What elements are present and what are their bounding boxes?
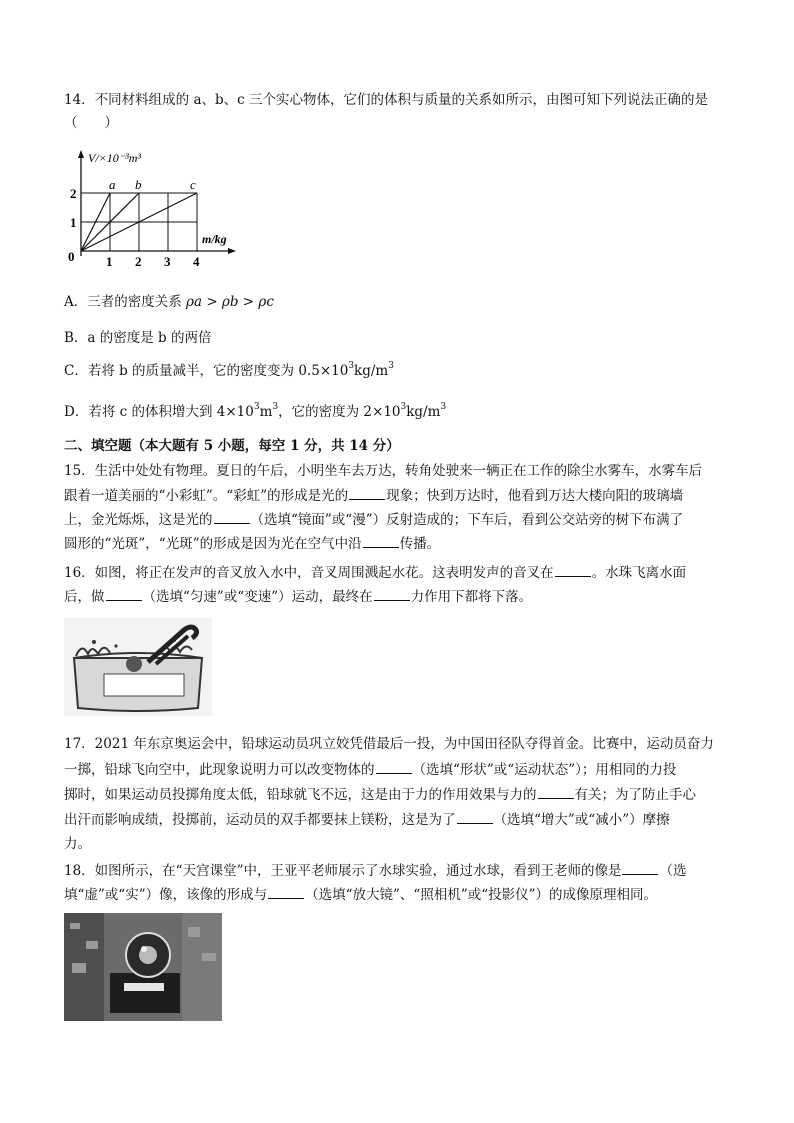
- q14-volume-mass-graph: [64, 146, 244, 270]
- section-title-fill-in: 二、填空题（本大题有 5 小题，每空 1 分，共 14 分）: [64, 438, 400, 454]
- q17-blank-1[interactable]: [376, 759, 412, 774]
- graph-ylabel: V/×10⁻³m³: [88, 151, 141, 165]
- q18-blank-1[interactable]: [622, 860, 658, 875]
- graph-label-a: a: [109, 177, 116, 192]
- graph-label-c: c: [190, 177, 196, 192]
- q15-line2: 跟着一道美丽的“小彩虹”。“彩虹”的形成是光的 现象；快到万达时，他看到万达大楼向阳的玻璃墙: [64, 485, 683, 506]
- q15-line4: 圆形的“光斑”，“光斑”的形成是因为光在空气中沿 传播。: [64, 533, 440, 554]
- q16-blank-1[interactable]: [555, 562, 591, 577]
- q18-line1: 18．如图所示，在“天宫课堂”中，王亚平老师展示了水球实验，通过水球，看到王老师的像是 （选: [64, 860, 686, 881]
- q15-blank-1[interactable]: [349, 485, 385, 500]
- q14-stem-line1: 14．不同材料组成的 a、b、c 三个实心物体，它们的体积与质量的关系如所示，由图可知下列说法正确的是: [64, 92, 709, 108]
- water-ball-photo: [64, 913, 222, 1021]
- q16-blank-3[interactable]: [374, 586, 410, 601]
- q16-blank-2[interactable]: [106, 586, 142, 601]
- q17-line2: 一掷，铅球飞向空中，此现象说明力可以改变物体的 （选填“形状”或“运动状态”）；用相同的力投: [64, 759, 676, 780]
- q14-option-c: C．若将 b 的质量减半，它的密度变为 $0.5\times 10^3kg/m^3$: [64, 361, 394, 379]
- graph-xtick-3: 3: [164, 254, 171, 269]
- q15-line3: 上，金光烁烁，这是光的 （选填“镜面”或“漫”）反射造成的；下车后，看到公交站旁的树下布满了: [64, 509, 683, 530]
- q17-line4: 出汗而影响成绩，投掷前，运动员的双手都要抹上镁粉，这是为了 （选填“增大”或“减小”）摩擦: [64, 809, 670, 830]
- q15-blank-3[interactable]: [363, 533, 399, 548]
- q15-line1: 15．生活中处处有物理。夏日的午后，小明坐车去万达，转角处驶来一辆正在工作的除尘水雾车，水雾车后: [64, 463, 703, 479]
- q17-blank-3[interactable]: [457, 809, 493, 824]
- q14-option-a: A．三者的密度关系 ρa > ρb > ρc: [64, 294, 274, 310]
- graph-xtick-1: 1: [106, 254, 113, 269]
- q14-stem-line2: （ ）: [64, 115, 118, 131]
- q14-option-b: B．a 的密度是 b 的两倍: [64, 330, 212, 346]
- tuning-fork-water-image: [64, 618, 212, 716]
- q18-blank-2[interactable]: [268, 884, 304, 899]
- q14-option-d: D．若将 c 的体积增大到 $4\times 10^3m^3$，它的密度为 $2\times 10^3kg/m^3$: [64, 402, 447, 420]
- graph-origin: 0: [68, 249, 75, 264]
- q17-line1: 17．2021 年东京奥运会中，铅球运动员巩立姣凭借最后一投，为中国田径队夺得首金。比赛中，运动员奋力: [64, 736, 714, 752]
- graph-label-b: b: [135, 177, 142, 192]
- q17-blank-2[interactable]: [538, 784, 574, 799]
- q15-blank-2[interactable]: [214, 509, 250, 524]
- graph-xlabel: m/kg: [202, 232, 227, 246]
- q17-line3: 掷时，如果运动员投掷角度太低，铅球就飞不远，这是由于力的作用效果与力的 有关；为了防止手心: [64, 784, 696, 805]
- q17-line5: 力。: [64, 836, 91, 852]
- q16-line2: 后，做 （选填“匀速”或“变速”）运动，最终在 力作用下都将下落。: [64, 586, 532, 607]
- graph-ytick-1: 1: [70, 215, 77, 230]
- graph-xtick-4: 4: [193, 254, 200, 269]
- graph-xtick-2: 2: [135, 254, 142, 269]
- graph-ytick-2: 2: [70, 186, 77, 201]
- q16-line1: 16．如图，将正在发声的音叉放入水中，音叉周围溅起水花。这表明发声的音叉在 。水珠飞离水面: [64, 562, 686, 583]
- q18-line2: 填“虚”或“实”）像，该像的形成与 （选填“放大镜”、“照相机”或“投影仪”）的成像原理相同。: [64, 884, 657, 905]
